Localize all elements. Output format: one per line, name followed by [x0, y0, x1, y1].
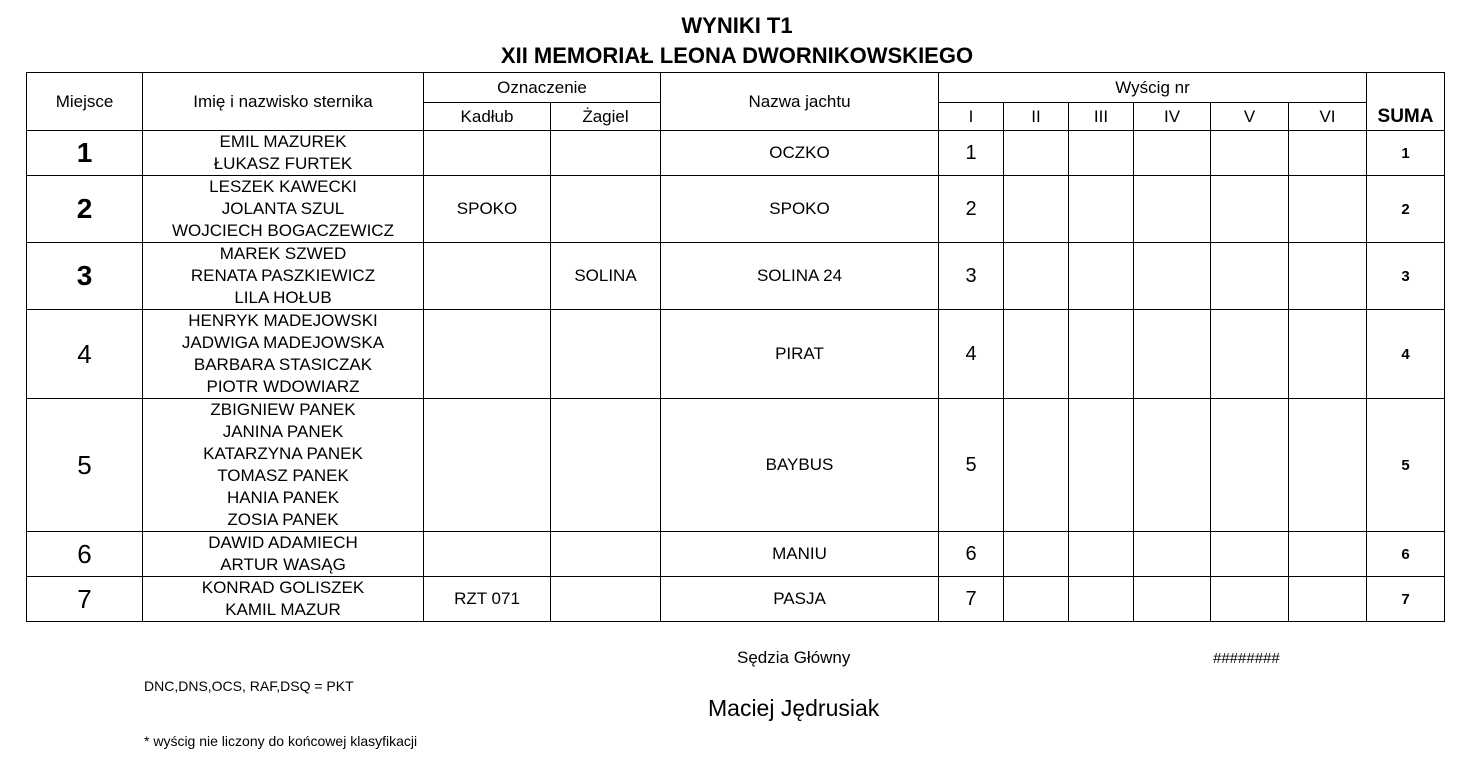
header-name: Imię i nazwisko sternika [143, 73, 424, 131]
crew-member: ARTUR WASĄG [220, 555, 346, 574]
crew-member: ZOSIA PANEK [227, 510, 339, 529]
crew-member: ZBIGNIEW PANEK [210, 400, 356, 419]
hull-cell: SPOKO [424, 176, 551, 243]
hull-cell [424, 310, 551, 399]
hull-cell [424, 532, 551, 577]
header-race-1: I [939, 103, 1004, 131]
crew-member: HANIA PANEK [226, 488, 340, 507]
table-row [27, 176, 1445, 243]
race-2-cell [1004, 399, 1069, 532]
race-1-cell: 2 [939, 176, 1004, 243]
crew-member: JOLANTA SZUL [221, 199, 345, 218]
page-subtitle: XII MEMORIAŁ LEONA DWORNIKOWSKIEGO [500, 43, 974, 68]
race-4-cell [1134, 131, 1211, 176]
place-cell: 3 [27, 243, 143, 310]
race-4-cell [1134, 176, 1211, 243]
race-3-cell [1069, 399, 1134, 532]
header-sail: Żagiel [551, 103, 661, 131]
race-1-cell: 6 [939, 532, 1004, 577]
race-3-cell [1069, 243, 1134, 310]
crew-member: KAMIL MAZUR [225, 600, 341, 619]
judge-name: Maciej Jędrusiak [708, 695, 880, 721]
sail-cell [551, 131, 661, 176]
place-cell: 4 [27, 310, 143, 399]
table-row [27, 399, 1445, 532]
sail-cell [551, 399, 661, 532]
crew-cell [143, 577, 424, 622]
header-race-2: II [1004, 103, 1069, 131]
race-3-cell [1069, 176, 1134, 243]
race-4-cell [1134, 532, 1211, 577]
race-6-cell [1289, 243, 1367, 310]
sum-cell: 5 [1367, 399, 1445, 532]
race-1-cell: 3 [939, 243, 1004, 310]
sail-cell [551, 176, 661, 243]
results-table [26, 72, 1445, 622]
race-4-cell [1134, 399, 1211, 532]
crew-cell [143, 131, 424, 176]
sum-cell: 1 [1367, 131, 1445, 176]
crew-member: WOJCIECH BOGACZEWICZ [172, 221, 394, 240]
race-1-cell: 1 [939, 131, 1004, 176]
header-yacht: Nazwa jachtu [661, 73, 939, 131]
place-cell: 7 [27, 577, 143, 622]
judge-label: Sędzia Główny [737, 648, 851, 667]
header-race-4: IV [1134, 103, 1211, 131]
race-1-cell: 7 [939, 577, 1004, 622]
crew-member: JANINA PANEK [222, 422, 344, 441]
crew-cell [143, 176, 424, 243]
yacht-name-cell: BAYBUS [661, 399, 939, 532]
sail-cell: SOLINA [551, 243, 661, 310]
hull-cell [424, 131, 551, 176]
header-hull: Kadłub [424, 103, 551, 131]
yacht-name-cell: OCZKO [661, 131, 939, 176]
table-row [27, 532, 1445, 577]
crew-member: KONRAD GOLISZEK [201, 578, 365, 597]
race-1-cell: 4 [939, 310, 1004, 399]
race-2-cell [1004, 577, 1069, 622]
race-6-cell [1289, 176, 1367, 243]
crew-member: ŁUKASZ FURTEK [213, 154, 353, 173]
crew-member: RENATA PASZKIEWICZ [190, 266, 376, 285]
sail-cell [551, 577, 661, 622]
header-race-6: VI [1289, 103, 1367, 131]
race-2-cell [1004, 532, 1069, 577]
yacht-name-cell: PIRAT [661, 310, 939, 399]
race-2-cell [1004, 243, 1069, 310]
race-4-cell [1134, 310, 1211, 399]
results-body [27, 131, 1445, 622]
race-3-cell [1069, 532, 1134, 577]
race-5-cell [1211, 243, 1289, 310]
race-4-cell [1134, 577, 1211, 622]
race-2-cell [1004, 310, 1069, 399]
sail-cell [551, 310, 661, 399]
crew-cell [143, 532, 424, 577]
sum-cell: 2 [1367, 176, 1445, 243]
crew-member: BARBARA STASICZAK [193, 355, 373, 374]
crew-member: PIOTR WDOWIARZ [206, 377, 360, 396]
table-row [27, 243, 1445, 310]
race-4-cell [1134, 243, 1211, 310]
penalty-legend: DNC,DNS,OCS, RAF,DSQ = PKT [144, 678, 354, 694]
header-place: Miejsce [27, 73, 143, 131]
crew-member: KATARZYNA PANEK [203, 444, 363, 463]
race-2-cell [1004, 131, 1069, 176]
race-3-cell [1069, 310, 1134, 399]
footnote: * wyścig nie liczony do końcowej klasyfikacji [144, 733, 418, 749]
race-1-cell: 5 [939, 399, 1004, 532]
yacht-name-cell: MANIU [661, 532, 939, 577]
header-sum: SUMA [1367, 73, 1445, 131]
crew-member: TOMASZ PANEK [217, 466, 349, 485]
race-2-cell [1004, 176, 1069, 243]
place-cell: 1 [27, 131, 143, 176]
hull-cell: RZT 071 [424, 577, 551, 622]
race-6-cell [1289, 131, 1367, 176]
place-cell: 2 [27, 176, 143, 243]
race-3-cell [1069, 131, 1134, 176]
sum-cell: 3 [1367, 243, 1445, 310]
crew-cell [143, 243, 424, 310]
crew-member: LESZEK KAWECKI [209, 177, 357, 196]
place-cell: 5 [27, 399, 143, 532]
race-5-cell [1211, 131, 1289, 176]
table-row [27, 310, 1445, 399]
crew-member: HENRYK MADEJOWSKI [188, 311, 378, 330]
hull-cell [424, 399, 551, 532]
header-race: Wyścig nr [939, 73, 1367, 103]
race-6-cell [1289, 310, 1367, 399]
race-5-cell [1211, 176, 1289, 243]
table-row [27, 131, 1445, 176]
race-5-cell [1211, 310, 1289, 399]
place-cell: 6 [27, 532, 143, 577]
yacht-name-cell: SPOKO [661, 176, 939, 243]
race-3-cell [1069, 577, 1134, 622]
judge-date: ######## [1213, 650, 1280, 667]
header-race-3: III [1069, 103, 1134, 131]
yacht-name-cell: SOLINA 24 [661, 243, 939, 310]
crew-member: JADWIGA MADEJOWSKA [181, 333, 385, 352]
header-race-5: V [1211, 103, 1289, 131]
page-title: WYNIKI T1 [681, 13, 793, 38]
sail-cell [551, 532, 661, 577]
race-6-cell [1289, 532, 1367, 577]
crew-member: EMIL MAZUREK [219, 132, 347, 151]
race-5-cell [1211, 577, 1289, 622]
crew-member: MAREK SZWED [219, 244, 347, 263]
race-5-cell [1211, 399, 1289, 532]
yacht-name-cell: PASJA [661, 577, 939, 622]
hull-cell [424, 243, 551, 310]
header-marking: Oznaczenie [424, 73, 661, 103]
sum-cell: 7 [1367, 577, 1445, 622]
crew-cell [143, 399, 424, 532]
crew-cell [143, 310, 424, 399]
crew-member: LILA HOŁUB [234, 288, 332, 307]
crew-member: DAWID ADAMIECH [208, 533, 358, 552]
sum-cell: 6 [1367, 532, 1445, 577]
race-5-cell [1211, 532, 1289, 577]
race-6-cell [1289, 577, 1367, 622]
race-6-cell [1289, 399, 1367, 532]
table-row [27, 577, 1445, 622]
sum-cell: 4 [1367, 310, 1445, 399]
